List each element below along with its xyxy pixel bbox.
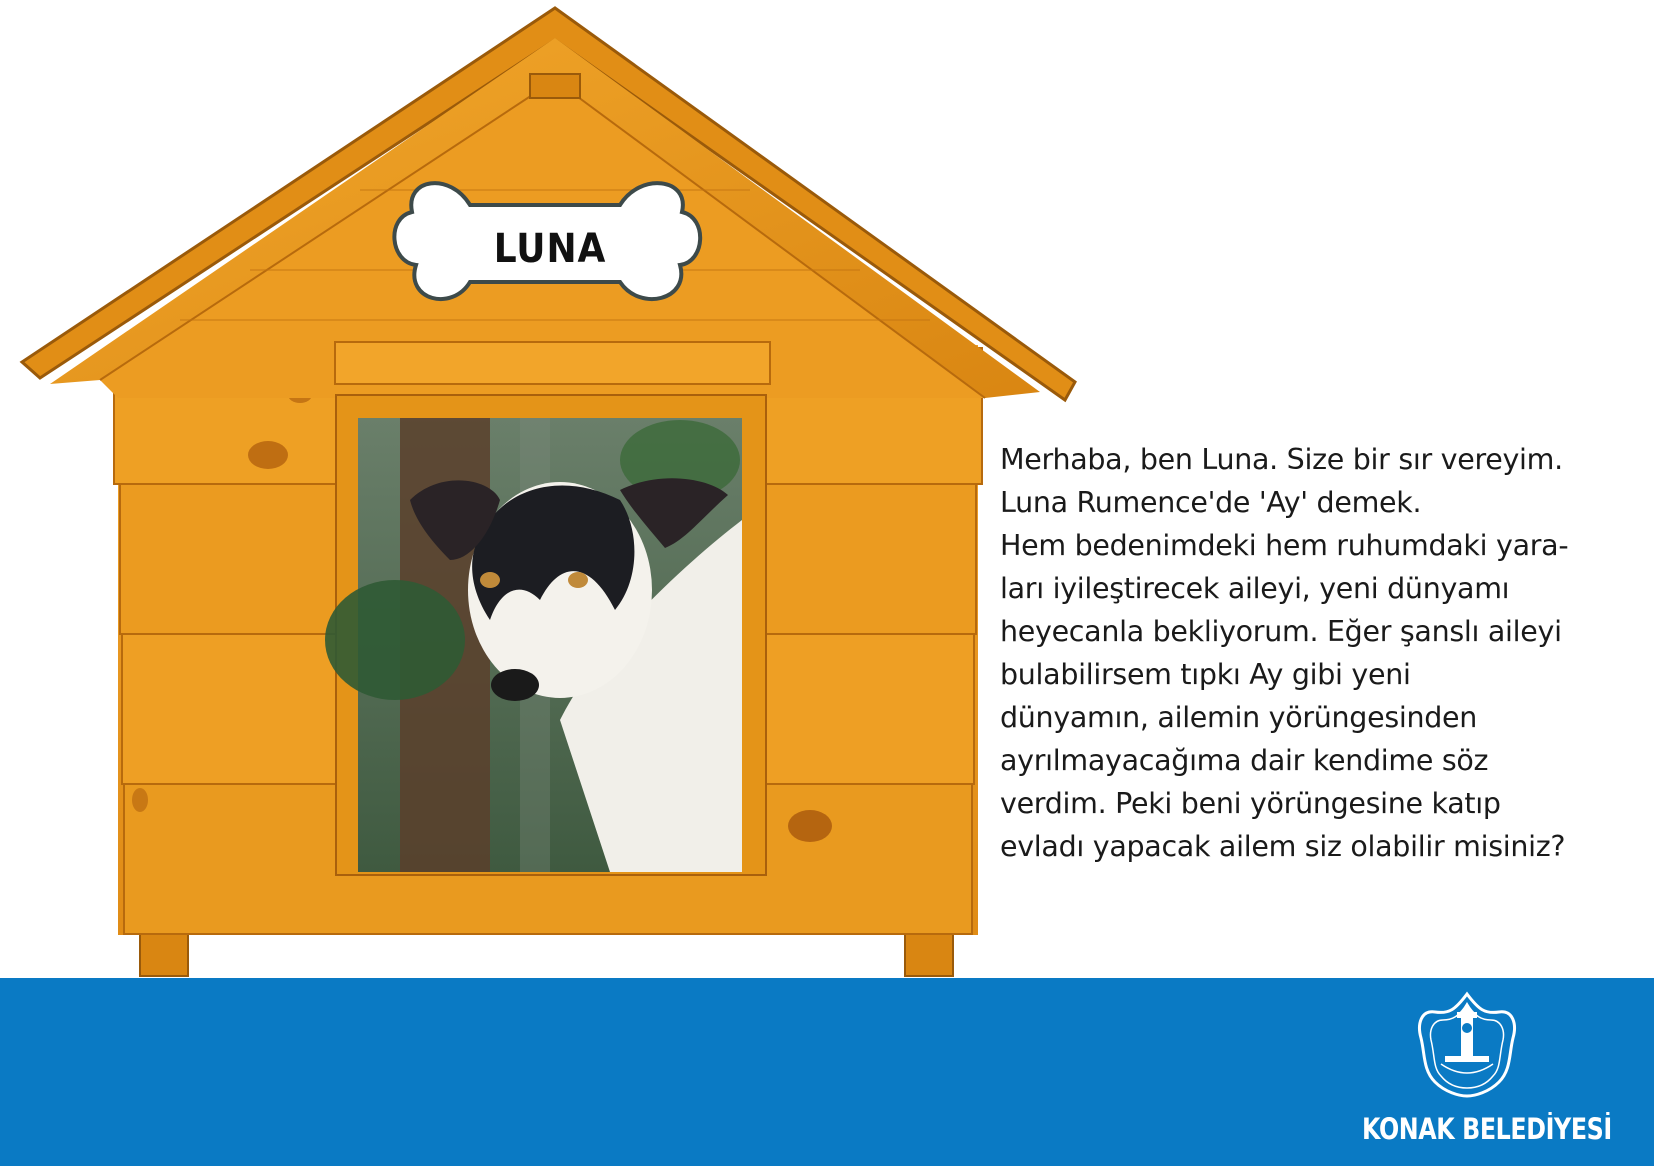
pet-name-label: LUNA [493, 226, 607, 272]
organization-name: KONAK BELEDİYESİ [1362, 1112, 1612, 1146]
clock-tower-emblem-icon [1415, 990, 1519, 1100]
story-line: verdim. Peki beni yörüngesine katıp [1000, 787, 1501, 820]
story-line: dünyamın, ailemin yörüngesinden [1000, 701, 1478, 734]
story-line: evladı yapacak ailem siz olabilir misiniz? [1000, 830, 1566, 863]
door-header [335, 342, 770, 384]
adoption-story [1000, 438, 1640, 868]
story-line: ayrılmayacağıma dair kendime söz [1000, 744, 1489, 777]
story-line: heyecanla bekliyorum. Eğer şanslı aileyi [1000, 615, 1562, 648]
story-line: Luna Rumence'de 'Ay' demek. [1000, 486, 1422, 519]
story-line: ları iyileştirecek aileyi, yeni dünyamı [1000, 572, 1510, 605]
story-line: Merhaba, ben Luna. Size bir sır vereyim. [1000, 443, 1563, 476]
story-line: Hem bedenimdeki hem ruhumdaki yara- [1000, 529, 1569, 562]
dog-photo [325, 418, 742, 872]
story-line: bulabilirsem tıpkı Ay gibi yeni [1000, 658, 1411, 691]
